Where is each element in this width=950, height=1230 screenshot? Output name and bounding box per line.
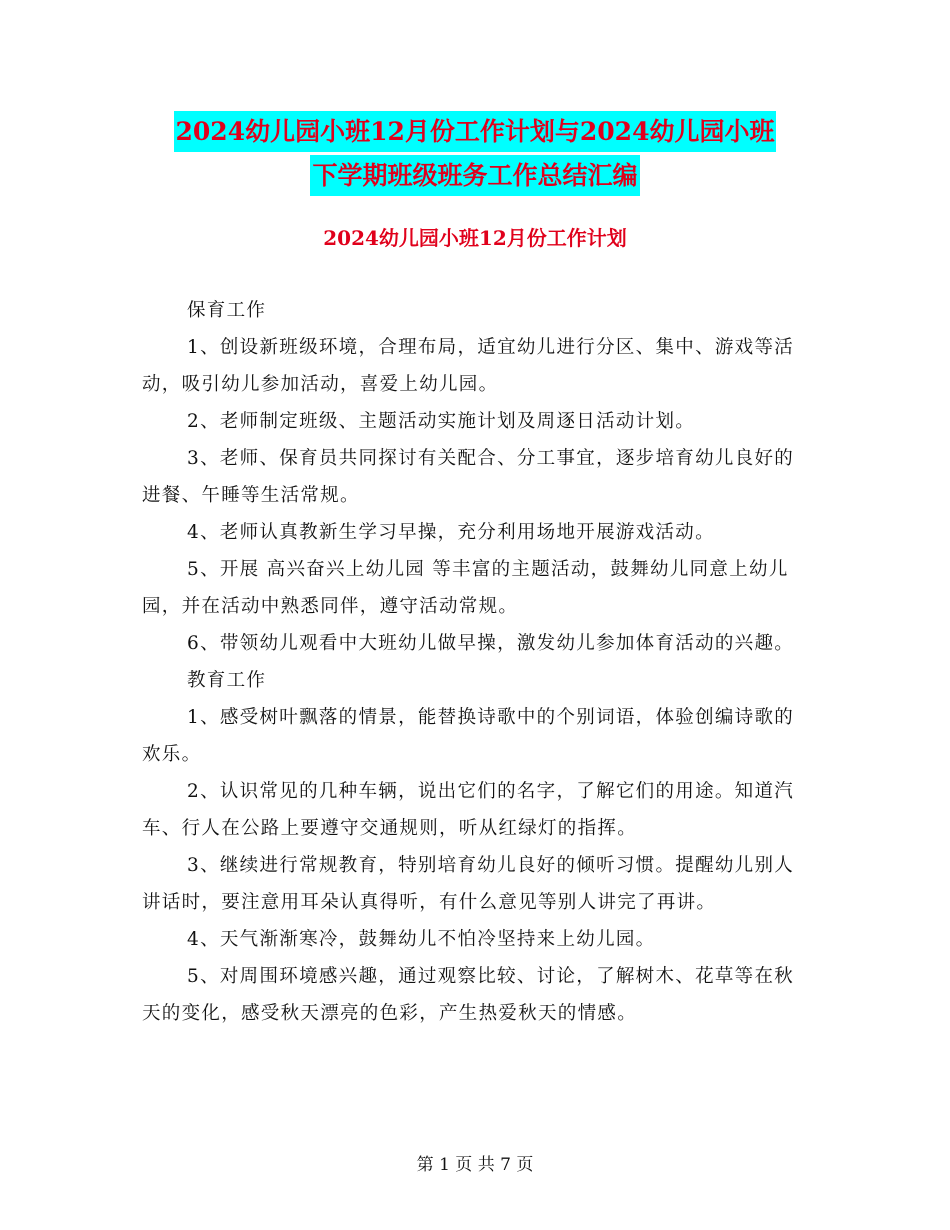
document-title xyxy=(0,111,950,199)
paragraph: 5、对周围环境感兴趣，通过观察比较、讨论，了解树木、花草等在秋天的变化，感受秋天漂亮的色彩，产生热爱秋天的情感。 xyxy=(142,966,795,1024)
paragraph: 1、感受树叶飘落的情景，能替换诗歌中的个别词语，体验创编诗歌的欢乐。 xyxy=(142,707,795,765)
section-label-childcare: 保育工作 xyxy=(187,300,267,321)
title-line-1: 2024幼儿园小班12月份工作计划与2024幼儿园小班 xyxy=(174,111,777,152)
paragraph: 2、认识常见的几种车辆，说出它们的名字，了解它们的用途。知道汽车、行人在公路上要遵守交通规则，听从红绿灯的指挥。 xyxy=(142,781,795,839)
paragraph: 1、创设新班级环境，合理布局，适宜幼儿进行分区、集中、游戏等活动，吸引幼儿参加活动，喜爱上幼儿园。 xyxy=(142,337,795,395)
paragraph: 2、老师制定班级、主题活动实施计划及周逐日活动计划。 xyxy=(187,411,696,432)
paragraph: 4、老师认真教新生学习早操，充分利用场地开展游戏活动。 xyxy=(187,522,715,543)
paragraph: 6、带领幼儿观看中大班幼儿做早操，激发幼儿参加体育活动的兴趣。 xyxy=(187,633,795,654)
paragraph: 3、继续进行常规教育，特别培育幼儿良好的倾听习惯。提醒幼儿别人讲话时，要注意用耳朵认真得听，有什么意见等别人讲完了再讲。 xyxy=(142,855,795,913)
paragraph: 4、天气渐渐寒冷，鼓舞幼儿不怕冷坚持来上幼儿园。 xyxy=(187,929,656,950)
paragraph: 5、开展 高兴奋兴上幼儿园 等丰富的主题活动，鼓舞幼儿同意上幼儿园，并在活动中熟悉同伴，遵守活动常规。 xyxy=(142,559,789,617)
section-label-education: 教育工作 xyxy=(187,670,267,691)
title-line-2: 下学期班级班务工作总结汇编 xyxy=(310,155,639,196)
document-body xyxy=(142,292,808,1032)
page-footer: 第 1 页 共 7 页 xyxy=(416,1155,534,1175)
paragraph: 3、老师、保育员共同探讨有关配合、分工事宜，逐步培育幼儿良好的进餐、午睡等生活常规。 xyxy=(142,448,795,506)
section-heading: 2024幼儿园小班12月份工作计划 xyxy=(323,226,627,250)
